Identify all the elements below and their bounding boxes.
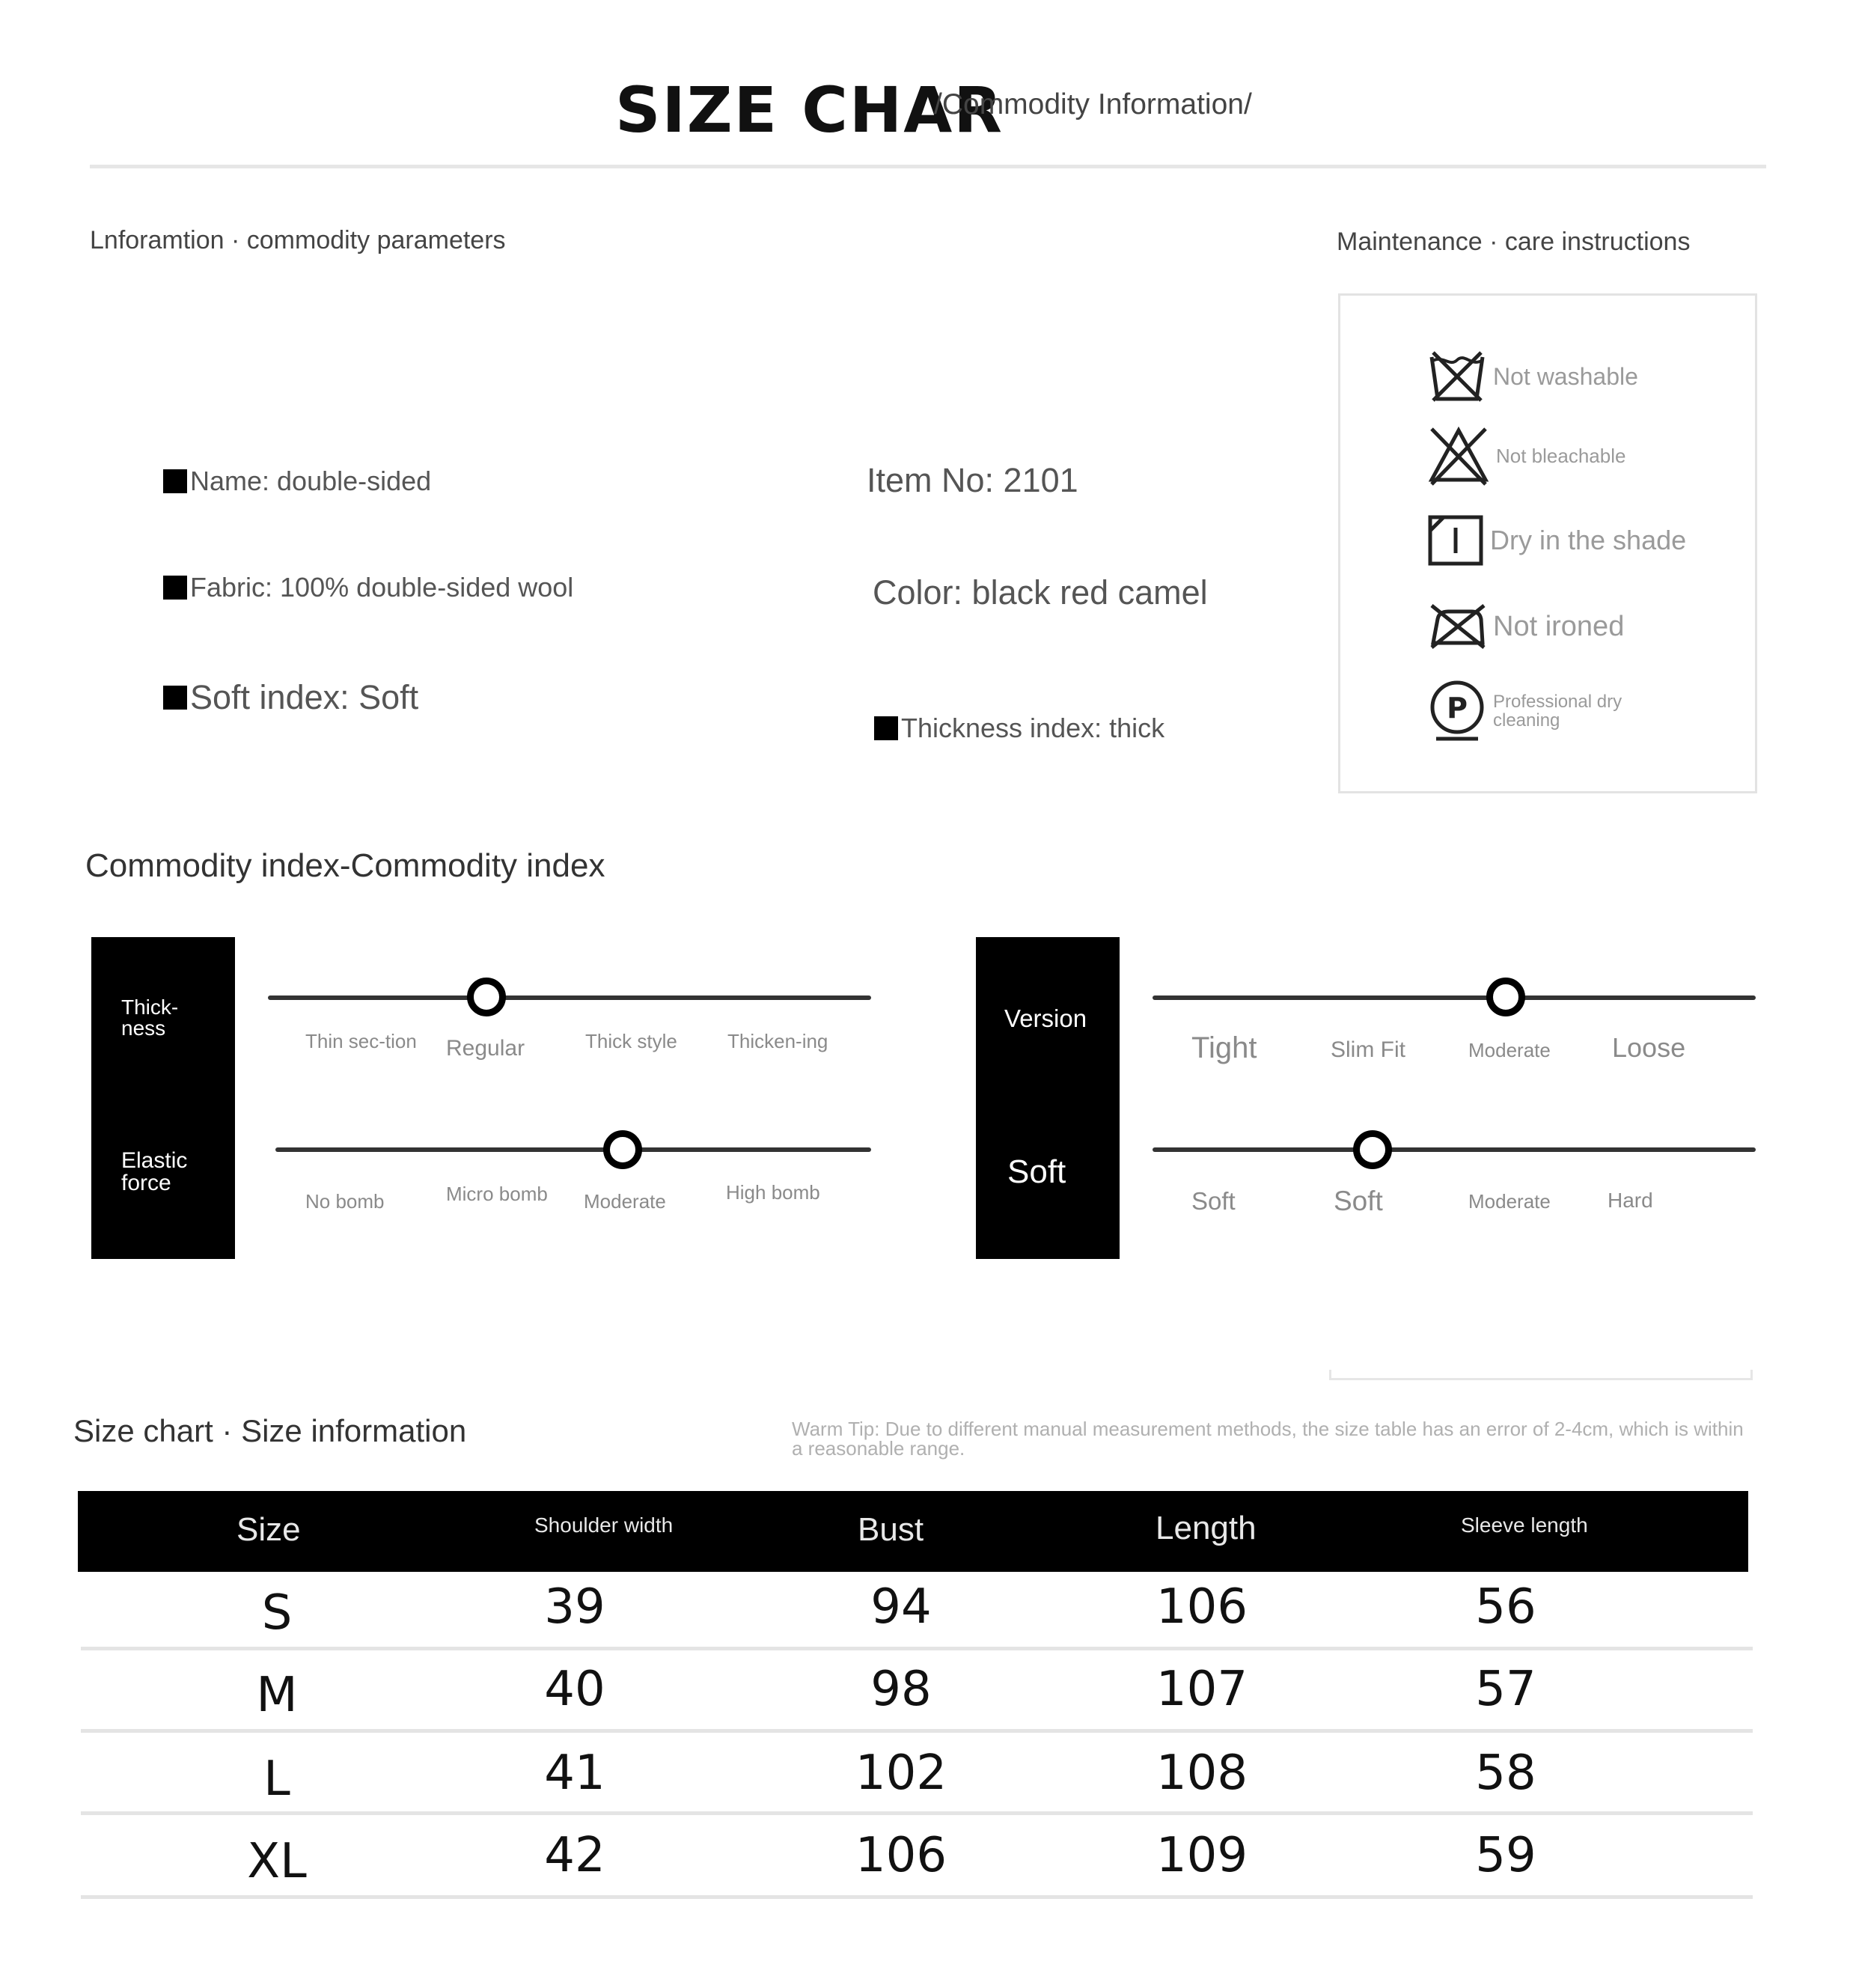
bust-cell: 94 xyxy=(870,1579,932,1635)
param-color-text: Color: black red camel xyxy=(873,573,1208,612)
column-header: Length xyxy=(1156,1510,1257,1546)
version-option: Tight xyxy=(1191,1031,1257,1064)
elastic-option: Moderate xyxy=(584,1190,666,1213)
params-heading: Lnforamtion · commodity parameters xyxy=(90,226,506,254)
soft-track xyxy=(1153,1147,1756,1152)
shoulder-cell: 41 xyxy=(544,1745,605,1801)
param-item-no-text: Item No: 2101 xyxy=(867,461,1078,499)
size-cell: S xyxy=(261,1585,293,1641)
soft-option: Soft xyxy=(1334,1186,1383,1216)
sleeve-cell: 57 xyxy=(1475,1662,1536,1717)
sleeve-cell: 56 xyxy=(1475,1579,1536,1635)
bust-cell: 106 xyxy=(855,1828,947,1883)
care-label: Professional dry cleaning xyxy=(1493,691,1623,731)
param-color xyxy=(873,573,1208,612)
svg-text:P: P xyxy=(1447,692,1468,725)
page-subtitle: /Commodity Information/ xyxy=(934,88,1252,121)
thickness-option: Regular xyxy=(446,1036,525,1061)
care-item xyxy=(1427,679,1635,743)
elastic-knob[interactable] xyxy=(603,1130,642,1169)
elastic-option: No bomb xyxy=(305,1190,385,1213)
size-cell: L xyxy=(263,1751,290,1807)
row-divider xyxy=(81,1811,1753,1815)
row-divider xyxy=(81,1647,1753,1650)
thickness-track xyxy=(268,995,871,1000)
soft-option: Moderate xyxy=(1468,1190,1551,1213)
care-label: Not bleachable xyxy=(1496,444,1626,467)
soft-option: Soft xyxy=(1191,1187,1236,1215)
care-label: Dry in the shade xyxy=(1490,525,1687,555)
page-title: SIZE CHAR xyxy=(615,73,1004,147)
not-bleachable-icon xyxy=(1427,424,1490,487)
row-divider xyxy=(81,1729,1753,1733)
care-instructions-box xyxy=(1338,293,1757,793)
care-item xyxy=(1427,514,1686,567)
size-cell: M xyxy=(256,1668,298,1723)
elastic-option: High bomb xyxy=(726,1181,820,1204)
index-label-elastic: Elastic force xyxy=(121,1148,188,1195)
thickness-option: Thicken-ing xyxy=(727,1030,828,1052)
elastic-option: Micro bomb xyxy=(446,1183,548,1205)
shoulder-cell: 40 xyxy=(544,1662,605,1717)
bullet-icon xyxy=(163,576,187,600)
thickness-option: Thin sec-tion xyxy=(305,1030,417,1052)
thickness-knob[interactable] xyxy=(467,978,506,1016)
bullet-icon xyxy=(874,716,898,740)
row-divider xyxy=(81,1895,1753,1899)
param-soft-index xyxy=(163,678,418,717)
column-header: Shoulder width xyxy=(534,1513,674,1537)
version-knob[interactable] xyxy=(1486,978,1525,1016)
param-soft-index-text: Soft index: Soft xyxy=(190,678,419,716)
care-item xyxy=(1427,348,1638,405)
care-heading: Maintenance · care instructions xyxy=(1337,228,1691,256)
warm-tip: Warm Tip: Due to different manual measurement methods, the size table has an error of 2-4cm, which is within a reasonable range. xyxy=(792,1418,1744,1460)
param-thickness-index-text: Thickness index: thick xyxy=(901,713,1165,743)
column-header: Bust xyxy=(858,1511,924,1548)
param-fabric-text: Fabric: 100% double-sided wool xyxy=(190,572,574,603)
version-option: Loose xyxy=(1612,1032,1686,1063)
size-chart-heading: Size chart · Size information xyxy=(73,1413,467,1448)
index-heading: Commodity index-Commodity index xyxy=(85,847,605,884)
column-header: Sleeve length xyxy=(1461,1513,1588,1537)
care-item xyxy=(1427,603,1624,650)
index-label-version: Version xyxy=(1004,1004,1087,1032)
index-label-box xyxy=(91,937,235,1259)
version-option: Slim Fit xyxy=(1331,1037,1405,1062)
care-label: Not washable xyxy=(1493,362,1638,390)
param-item-no xyxy=(867,461,1078,500)
size-cell: XL xyxy=(247,1834,307,1889)
elastic-track xyxy=(275,1147,871,1152)
soft-option: Hard xyxy=(1608,1189,1653,1212)
param-name-text: Name: double-sided xyxy=(190,466,432,496)
version-option: Moderate xyxy=(1468,1039,1551,1061)
not-ironed-icon xyxy=(1427,603,1487,650)
bust-cell: 102 xyxy=(855,1745,947,1801)
shoulder-cell: 39 xyxy=(544,1579,605,1635)
index-label-soft: Soft xyxy=(1007,1153,1066,1190)
sleeve-cell: 59 xyxy=(1475,1828,1536,1883)
param-thickness-index xyxy=(874,713,1164,744)
index-label-thickness: Thick-ness xyxy=(121,995,179,1040)
bust-cell: 98 xyxy=(870,1662,932,1717)
param-name xyxy=(163,466,431,497)
length-cell: 109 xyxy=(1156,1828,1248,1883)
param-fabric xyxy=(163,572,573,603)
not-washable-icon xyxy=(1427,348,1487,405)
dry-in-shade-icon xyxy=(1427,514,1484,567)
sleeve-cell: 58 xyxy=(1475,1745,1536,1801)
soft-knob[interactable] xyxy=(1353,1130,1392,1169)
length-cell: 108 xyxy=(1156,1745,1248,1801)
bullet-icon xyxy=(163,469,187,493)
length-cell: 107 xyxy=(1156,1662,1248,1717)
header-divider xyxy=(90,165,1766,168)
care-item xyxy=(1427,424,1625,487)
version-track xyxy=(1153,995,1756,1000)
care-label: Not ironed xyxy=(1493,610,1625,642)
shoulder-cell: 42 xyxy=(544,1828,605,1883)
decorative-bracket xyxy=(1329,1370,1753,1380)
column-header: Size xyxy=(236,1511,301,1548)
index-label-box xyxy=(976,937,1120,1259)
bullet-icon xyxy=(163,686,187,710)
size-table-header xyxy=(78,1491,1748,1572)
length-cell: 106 xyxy=(1156,1579,1248,1635)
professional-dry-cleaning-icon xyxy=(1427,679,1487,743)
thickness-option: Thick style xyxy=(585,1030,677,1052)
